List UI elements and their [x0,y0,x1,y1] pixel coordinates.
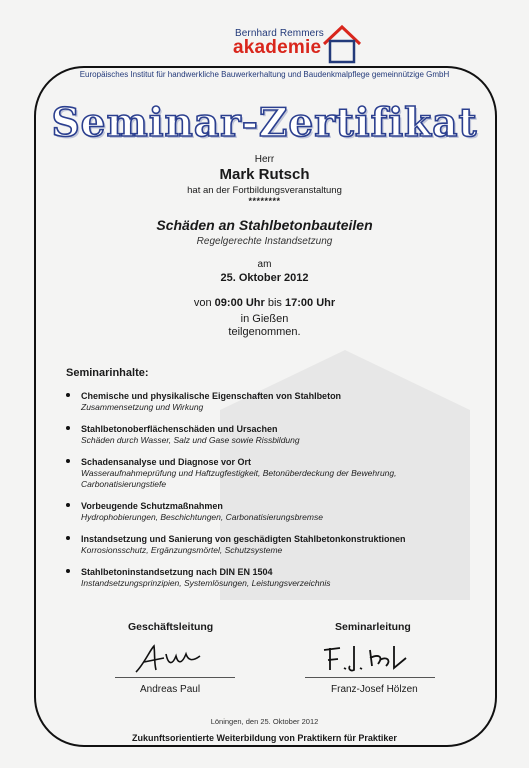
contents-item-desc: Instandsetzungsprinzipien, Systemlösungen, Leistungsverzeichnis [81,578,331,588]
contents-item [66,457,466,490]
participation-text: hat an der Fortbildungsveranstaltung [187,185,342,196]
contents-item [66,567,466,589]
participation-done: teilgenommen. [228,326,301,338]
seminar-lead-label: Seminarleitung [335,621,411,633]
management-name: Andreas Paul [140,684,201,695]
course-subtitle: Regelgerechte Instandsetzung [196,236,333,247]
certificate-title: Seminar-Zertifikat [51,100,478,146]
contents-item-desc: Korrosionsschutz, Ergänzungsmörtel, Schutzsysteme [81,545,283,555]
contents-item-desc: Carbonatisierungstiefe [81,479,167,489]
logo-brand-top: Bernhard Remmers [235,28,324,39]
event-date: 25. Oktober 2012 [220,272,309,284]
signature-line [305,677,435,678]
contents-item-title: Stahlbetoninstandsetzung nach DIN EN 1504 [81,567,273,577]
contents-item-desc: Zusammensetzung und Wirkung [81,402,204,412]
institute-name: Europäisches Institut für handwerkliche Bauwerkerhaltung und Baudenkmalpflege gemeinnützige GmbH [79,70,450,79]
time-bis: bis [267,297,282,309]
contents-item [66,424,466,446]
signature-line [115,677,235,678]
contents-item [66,534,466,556]
time-start: 09:00 Uhr [214,297,265,309]
bullet-icon [66,503,70,507]
signature-franz-josef-hoelzen [320,640,410,676]
place-date: Löningen, den 25. Oktober 2012 [210,717,319,726]
contents-item-desc: Schäden durch Wasser, Salz und Gase sowie Rissbildung [81,435,300,445]
contents-list [66,391,466,600]
seminar-lead-name: Franz-Josef Hölzen [331,684,418,695]
event-place: in Gießen [240,313,289,325]
contents-item-title: Schadensanalyse und Diagnose vor Ort [81,457,252,467]
contents-item-title: Chemische und physikalische Eigenschaften von Stahlbeton [81,391,342,401]
house-icon [322,24,362,64]
date-prefix: am [257,259,272,270]
time-end: 17:00 Uhr [285,297,336,309]
management-label: Geschäftsleitung [128,621,214,633]
contents-item [66,391,466,413]
logo-brand-main: akademie [233,37,322,58]
salutation: Herr [254,154,275,165]
stars-separator: ******** [248,196,281,206]
recipient-name: Mark Rutsch [219,166,310,183]
contents-item-title: Stahlbetonoberflächenschäden und Ursachen [81,424,278,434]
signature-andreas-paul [130,640,220,676]
course-title: Schäden an Stahlbetonbauteilen [156,217,373,233]
event-time [0,297,529,309]
bullet-icon [66,536,70,540]
contents-item-title: Instandsetzung und Sanierung von geschädigten Stahlbetonkonstruktionen [81,534,406,544]
footer-motto-text: Zukunftsorientierte Weiterbildung von Praktikern für Praktiker [126,733,403,743]
bullet-icon [66,426,70,430]
footer-motto [0,733,529,743]
contents-item-desc: Wasseraufnahmeprüfung und Haftzugfestigkeit, Betonüberdeckung der Bewehrung, [81,468,397,478]
contents-item-desc: Hydrophobierungen, Beschichtungen, Carbonatisierungsbremse [81,512,323,522]
bullet-icon [66,393,70,397]
bullet-icon [66,569,70,573]
contents-item-title: Vorbeugende Schutzmaßnahmen [81,501,223,511]
contents-item [66,501,466,523]
bullet-icon [66,459,70,463]
contents-heading: Seminarinhalte: [66,367,149,379]
time-von: von [193,297,212,309]
